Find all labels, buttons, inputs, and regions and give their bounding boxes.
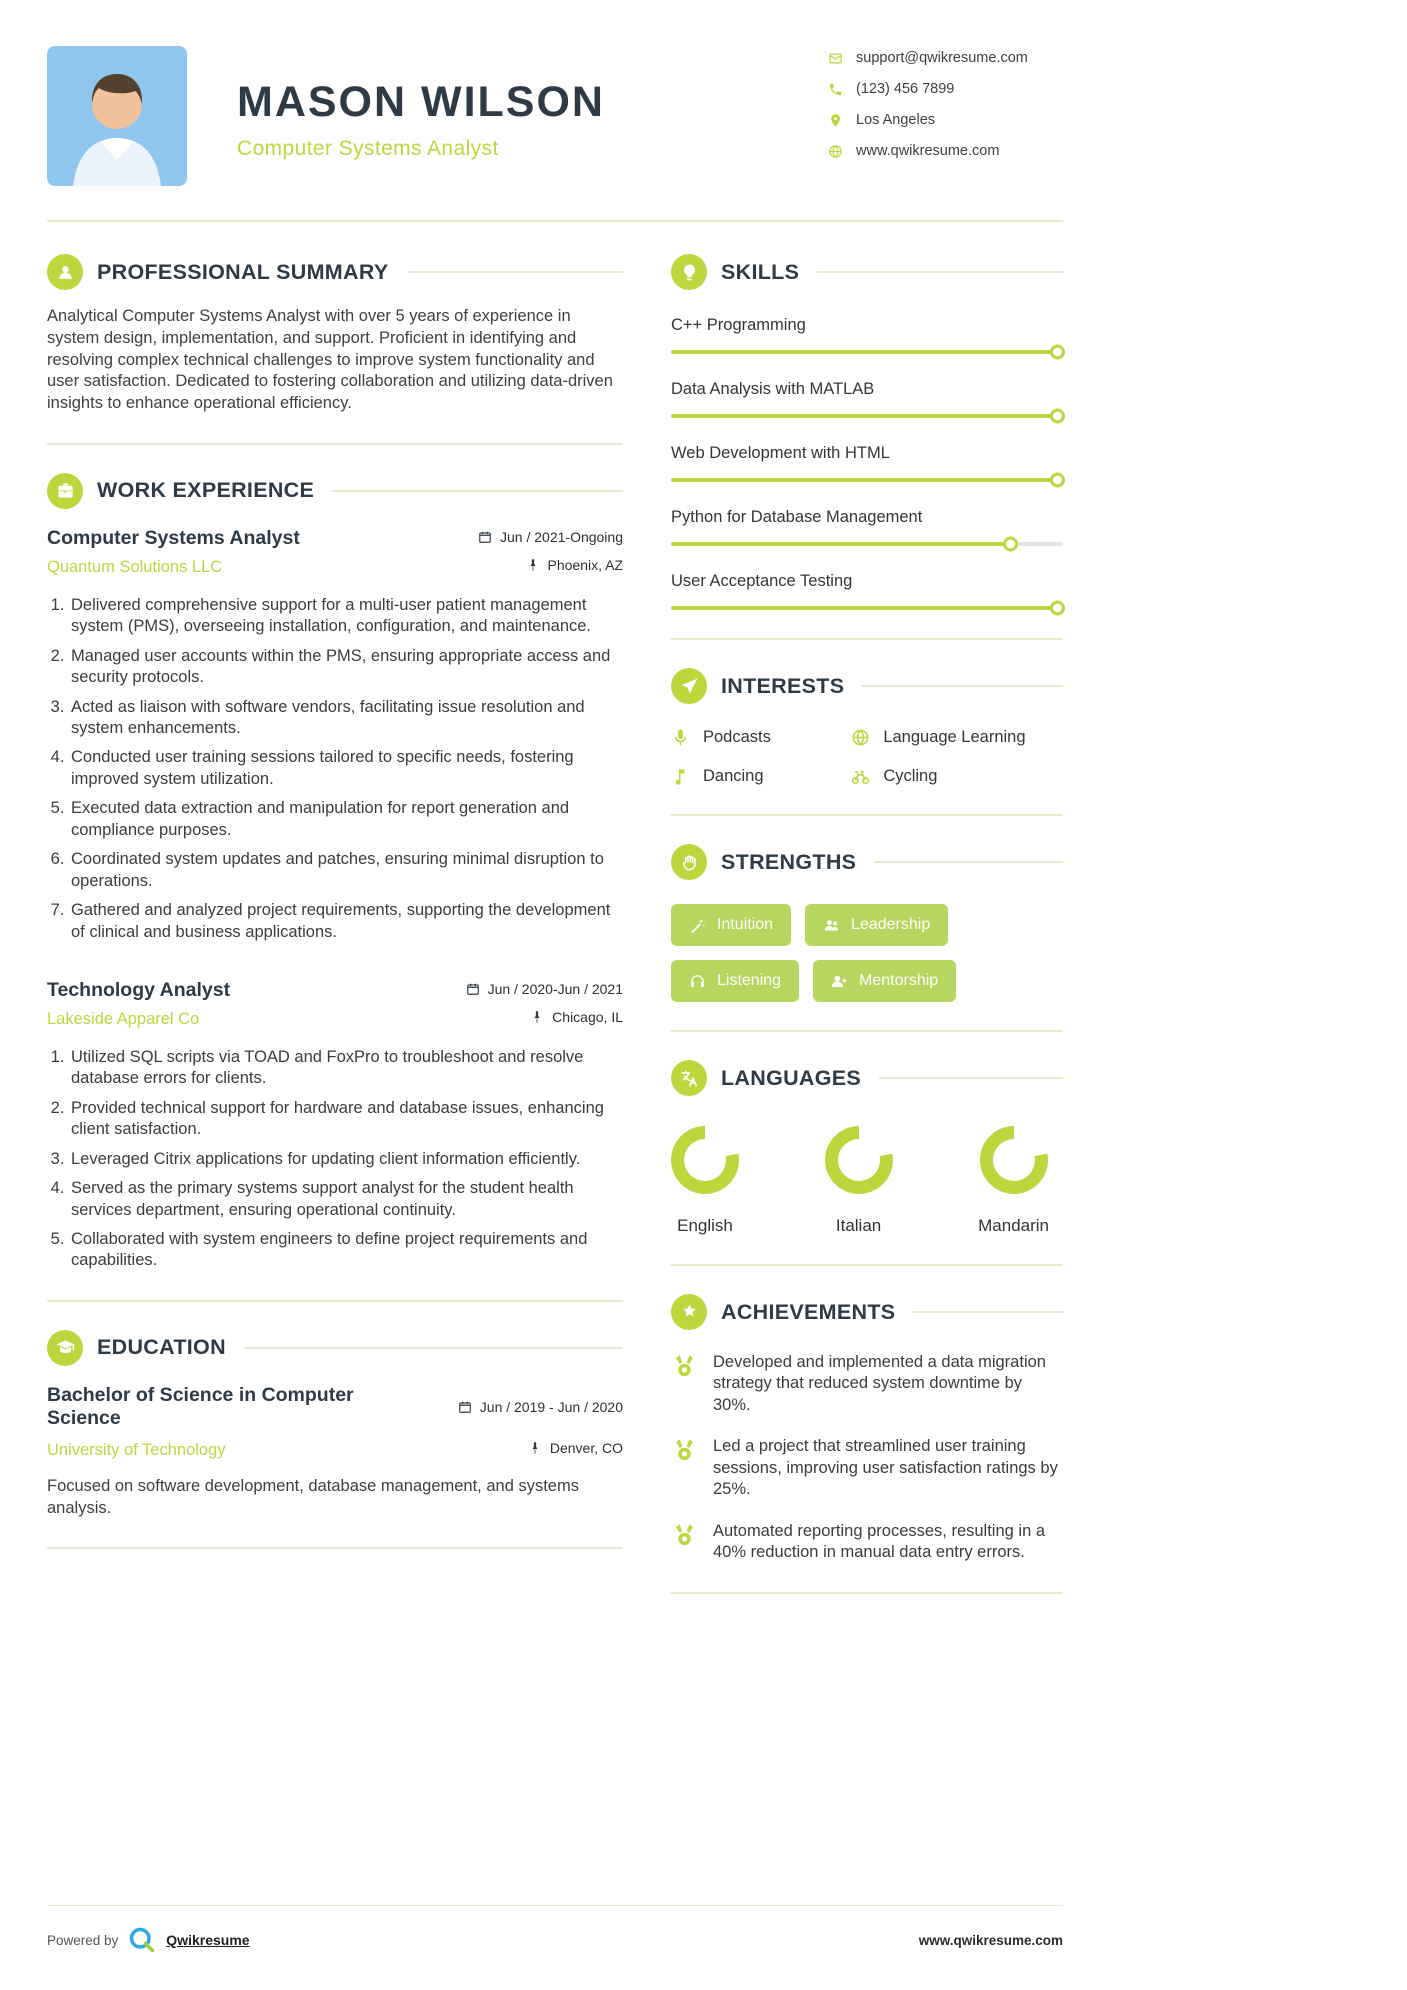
achievement-item (671, 1436, 1063, 1500)
job-title: Technology Analyst (47, 978, 231, 1001)
people-icon (823, 917, 840, 934)
identity-block (237, 46, 828, 161)
work-section (47, 473, 623, 1272)
contact-list (828, 46, 1063, 159)
location-icon (828, 113, 843, 128)
pushpin-icon (530, 1010, 544, 1024)
music-note-icon (671, 767, 690, 786)
section-divider (47, 1547, 623, 1549)
skill-slider[interactable] (671, 478, 1063, 482)
skill-item (671, 316, 1063, 354)
translate-icon (671, 1060, 707, 1096)
work-heading (47, 473, 623, 509)
main-columns (47, 254, 1063, 1622)
calendar-icon (458, 1400, 472, 1414)
language-name: Mandarin (978, 1216, 1049, 1235)
skill-item (671, 444, 1063, 482)
education-dates: Jun / 2019 - Jun / 2020 (458, 1384, 623, 1430)
section-title: STRENGTHS (721, 849, 857, 874)
medal-icon (671, 1522, 698, 1549)
skill-slider[interactable] (671, 606, 1063, 610)
achievements-heading (671, 1294, 1063, 1330)
interests-section (671, 668, 1063, 786)
medal-icon (671, 1437, 698, 1464)
skill-slider-knob[interactable] (1003, 537, 1018, 552)
job-location-text: Phoenix, AZ (547, 556, 623, 573)
section-title: INTERESTS (721, 673, 845, 698)
achievement-item (671, 1521, 1063, 1564)
contact-text: (123) 456 7899 (856, 81, 955, 97)
contact-text: www.qwikresume.com (856, 143, 1000, 159)
skill-slider-knob[interactable] (1050, 409, 1065, 424)
job-dates-text: Jun / 2020-Jun / 2021 (487, 980, 623, 997)
interest-item (851, 767, 1063, 786)
job-bullet: 3. Acted as liaison with software vendors, facilitating issue resolution and system enhancements. (69, 697, 623, 740)
language-donut (671, 1126, 739, 1194)
interests-heading (671, 668, 1063, 704)
phone-icon (828, 82, 843, 97)
skill-item (671, 572, 1063, 610)
section-title: EDUCATION (97, 1335, 226, 1360)
skills-heading (671, 254, 1063, 290)
achievements-section (671, 1294, 1063, 1564)
grad-cap-icon (47, 1330, 83, 1366)
job-dates-text: Jun / 2021-Ongoing (500, 528, 623, 545)
strength-label: Listening (717, 972, 782, 989)
skill-name: Data Analysis with MATLAB (671, 380, 875, 398)
language-name: Italian (835, 1216, 882, 1235)
strength-pill (813, 960, 956, 1002)
strength-pill (671, 904, 791, 946)
header (47, 46, 1063, 186)
skill-slider-knob[interactable] (1050, 473, 1065, 488)
section-divider (671, 1030, 1063, 1032)
skill-item (671, 508, 1063, 546)
summary-text: Analytical Computer Systems Analyst with over 5 years of experience in system design, implementation, and support. Proficient in identifying and resolving complex technical challenges to improve system functionality and user satisfaction. Dedicated to fostering collaboration and utilizing data-driven insights to enhance operational efficiency. (47, 307, 613, 413)
strength-list (671, 904, 1063, 1002)
interest-list (671, 728, 1063, 786)
strength-label: Mentorship (859, 972, 939, 989)
contact-item (828, 112, 1063, 128)
education-header (47, 1384, 623, 1430)
section-title: SKILLS (721, 259, 800, 284)
paper-plane-icon (671, 668, 707, 704)
pushpin-icon (526, 558, 540, 572)
skill-slider[interactable] (671, 414, 1063, 418)
person-icon (47, 254, 83, 290)
section-divider (671, 638, 1063, 640)
section-title: LANGUAGES (721, 1065, 862, 1090)
contact-item (828, 81, 1063, 97)
strengths-section (671, 844, 1063, 1002)
skill-item (671, 380, 1063, 418)
languages-heading (671, 1060, 1063, 1096)
language-donut (825, 1126, 893, 1194)
job-bullets (47, 595, 623, 943)
header-divider (47, 220, 1063, 222)
footer-divider (47, 1905, 1063, 1906)
briefcase-icon (47, 473, 83, 509)
medal-icon (671, 1353, 698, 1380)
candidate-title: Computer Systems Analyst (237, 137, 499, 160)
achievement-item (671, 1352, 1063, 1416)
job-subheader (47, 557, 623, 577)
skills-section (671, 254, 1063, 610)
education-location: Denver, CO (528, 1440, 623, 1456)
language-item (671, 1126, 739, 1236)
skill-list (671, 316, 1063, 610)
summary-heading (47, 254, 623, 290)
qwikresume-logo-icon (128, 1926, 156, 1954)
contact-item (828, 143, 1063, 159)
education-description: Focused on software development, database management, and systems analysis. (47, 1476, 579, 1517)
interest-label: Podcasts (703, 728, 771, 746)
job-bullet: 7. Gathered and analyzed project requirements, supporting the development of clinical and business applications. (69, 900, 623, 943)
job-bullet: 1. Delivered comprehensive support for a multi-user patient management system (PMS), overseeing installation, configuration, and maintenance. (69, 595, 623, 638)
footer-website: www.qwikresume.com (918, 1932, 1063, 1948)
skill-slider-knob[interactable] (1050, 345, 1065, 360)
achievement-text: Developed and implemented a data migration strategy that reduced system downtime by 30%. (713, 1353, 1046, 1414)
fist-icon (671, 844, 707, 880)
skill-name: C++ Programming (671, 316, 806, 334)
interest-label: Language Learning (883, 728, 1026, 746)
job-location (526, 557, 624, 573)
bicycle-icon (851, 767, 870, 786)
interest-label: Cycling (883, 767, 938, 785)
powered-by-label: Powered by (47, 1932, 119, 1948)
languages-section (671, 1060, 1063, 1236)
profile-photo (47, 46, 187, 186)
bulb-icon (671, 254, 707, 290)
job-bullet: 3. Leveraged Citrix applications for updating client information efficiently. (69, 1149, 623, 1170)
profile-photo-illustration (47, 46, 187, 186)
job-subheader (47, 1009, 623, 1029)
calendar-icon (478, 530, 492, 544)
section-divider (47, 1300, 623, 1302)
job-bullet: 2. Provided technical support for hardware and database issues, enhancing client satisfaction. (69, 1098, 623, 1141)
job-bullet: 5. Executed data extraction and manipulation for report generation and compliance purposes. (69, 798, 623, 841)
section-divider (47, 443, 623, 445)
person-plus-icon (831, 973, 848, 990)
achievement-text: Led a project that streamlined user training sessions, improving user satisfaction ratings by 25%. (713, 1437, 1058, 1499)
interest-item (671, 728, 851, 747)
skill-name: Web Development with HTML (671, 444, 890, 462)
right-column (671, 254, 1063, 1622)
strength-pill (671, 960, 799, 1002)
job-entry (47, 979, 623, 1272)
achievement-text: Automated reporting processes, resulting in a 40% reduction in manual data entry errors. (713, 1521, 1046, 1562)
language-item (825, 1126, 893, 1236)
school-name: University of Technology (47, 1440, 226, 1459)
section-title: PROFESSIONAL SUMMARY (97, 259, 389, 284)
interest-item (671, 767, 851, 786)
skill-name: User Acceptance Testing (671, 572, 853, 590)
skill-name: Python for Database Management (671, 508, 923, 526)
globe-icon (828, 144, 843, 159)
job-title: Computer Systems Analyst (47, 526, 300, 549)
contact-text: support@qwikresume.com (856, 50, 1028, 66)
strength-label: Leadership (851, 916, 931, 933)
section-divider (671, 1592, 1063, 1594)
education-heading (47, 1330, 623, 1366)
calendar-icon (466, 982, 480, 996)
job-bullet: 2. Managed user accounts within the PMS, ensuring appropriate access and security protocols. (69, 646, 623, 689)
job-bullet: 4. Conducted user training sessions tailored to specific needs, fostering improved system utilization. (69, 747, 623, 790)
job-dates (478, 529, 623, 545)
strengths-heading (671, 844, 1063, 880)
footer (47, 1905, 1063, 1954)
interest-item (851, 728, 1063, 747)
job-location-text: Chicago, IL (552, 1008, 623, 1025)
job-bullets (47, 1047, 623, 1272)
contact-item (828, 50, 1063, 66)
company-name: Lakeside Apparel Co (47, 1009, 200, 1028)
job-dates (466, 981, 623, 997)
job-list (47, 527, 623, 1272)
section-divider (671, 1264, 1063, 1266)
skill-slider[interactable] (671, 542, 1063, 546)
strength-pill (805, 904, 948, 946)
left-column (47, 254, 623, 1622)
powered-by (47, 1926, 250, 1954)
company-name: Quantum Solutions LLC (47, 557, 223, 576)
interest-label: Dancing (703, 767, 764, 785)
headphones-icon (689, 973, 706, 990)
job-entry (47, 527, 623, 943)
qwikresume-link[interactable]: Qwikresume (166, 1932, 250, 1948)
degree-title: Bachelor of Science in Computer Science (47, 1383, 354, 1429)
job-bullet: 6. Coordinated system updates and patches, ensuring minimal disruption to operations. (69, 849, 623, 892)
job-bullet: 1. Utilized SQL scripts via TOAD and FoxPro to troubleshoot and resolve database errors for clients. (69, 1047, 623, 1090)
education-section (47, 1330, 623, 1520)
contact-text: Los Angeles (856, 112, 936, 128)
star-icon (671, 1294, 707, 1330)
microphone-icon (671, 728, 690, 747)
strength-label: Intuition (717, 916, 774, 933)
candidate-name: MASON WILSON (237, 78, 605, 126)
globe-icon (851, 728, 870, 747)
section-title: WORK EXPERIENCE (97, 478, 315, 503)
language-donut (980, 1126, 1048, 1194)
education-subheader (47, 1440, 623, 1460)
section-divider (671, 814, 1063, 816)
email-icon (828, 51, 843, 66)
wand-icon (689, 917, 706, 934)
pushpin-icon (528, 1441, 542, 1455)
job-header (47, 979, 623, 1002)
language-item (978, 1126, 1049, 1236)
job-location (530, 1009, 623, 1025)
achievement-list (671, 1352, 1063, 1564)
skill-slider[interactable] (671, 350, 1063, 354)
section-title: ACHIEVEMENTS (721, 1299, 896, 1324)
job-bullet: 4. Served as the primary systems support analyst for the student health services department, ensuring operational continuity. (69, 1178, 623, 1221)
skill-slider-knob[interactable] (1050, 601, 1065, 616)
summary-section (47, 254, 623, 415)
job-header (47, 527, 623, 550)
language-list (671, 1126, 1063, 1236)
job-bullet: 5. Collaborated with system engineers to define project requirements and capabilities. (69, 1229, 623, 1272)
language-name: English (677, 1216, 733, 1235)
